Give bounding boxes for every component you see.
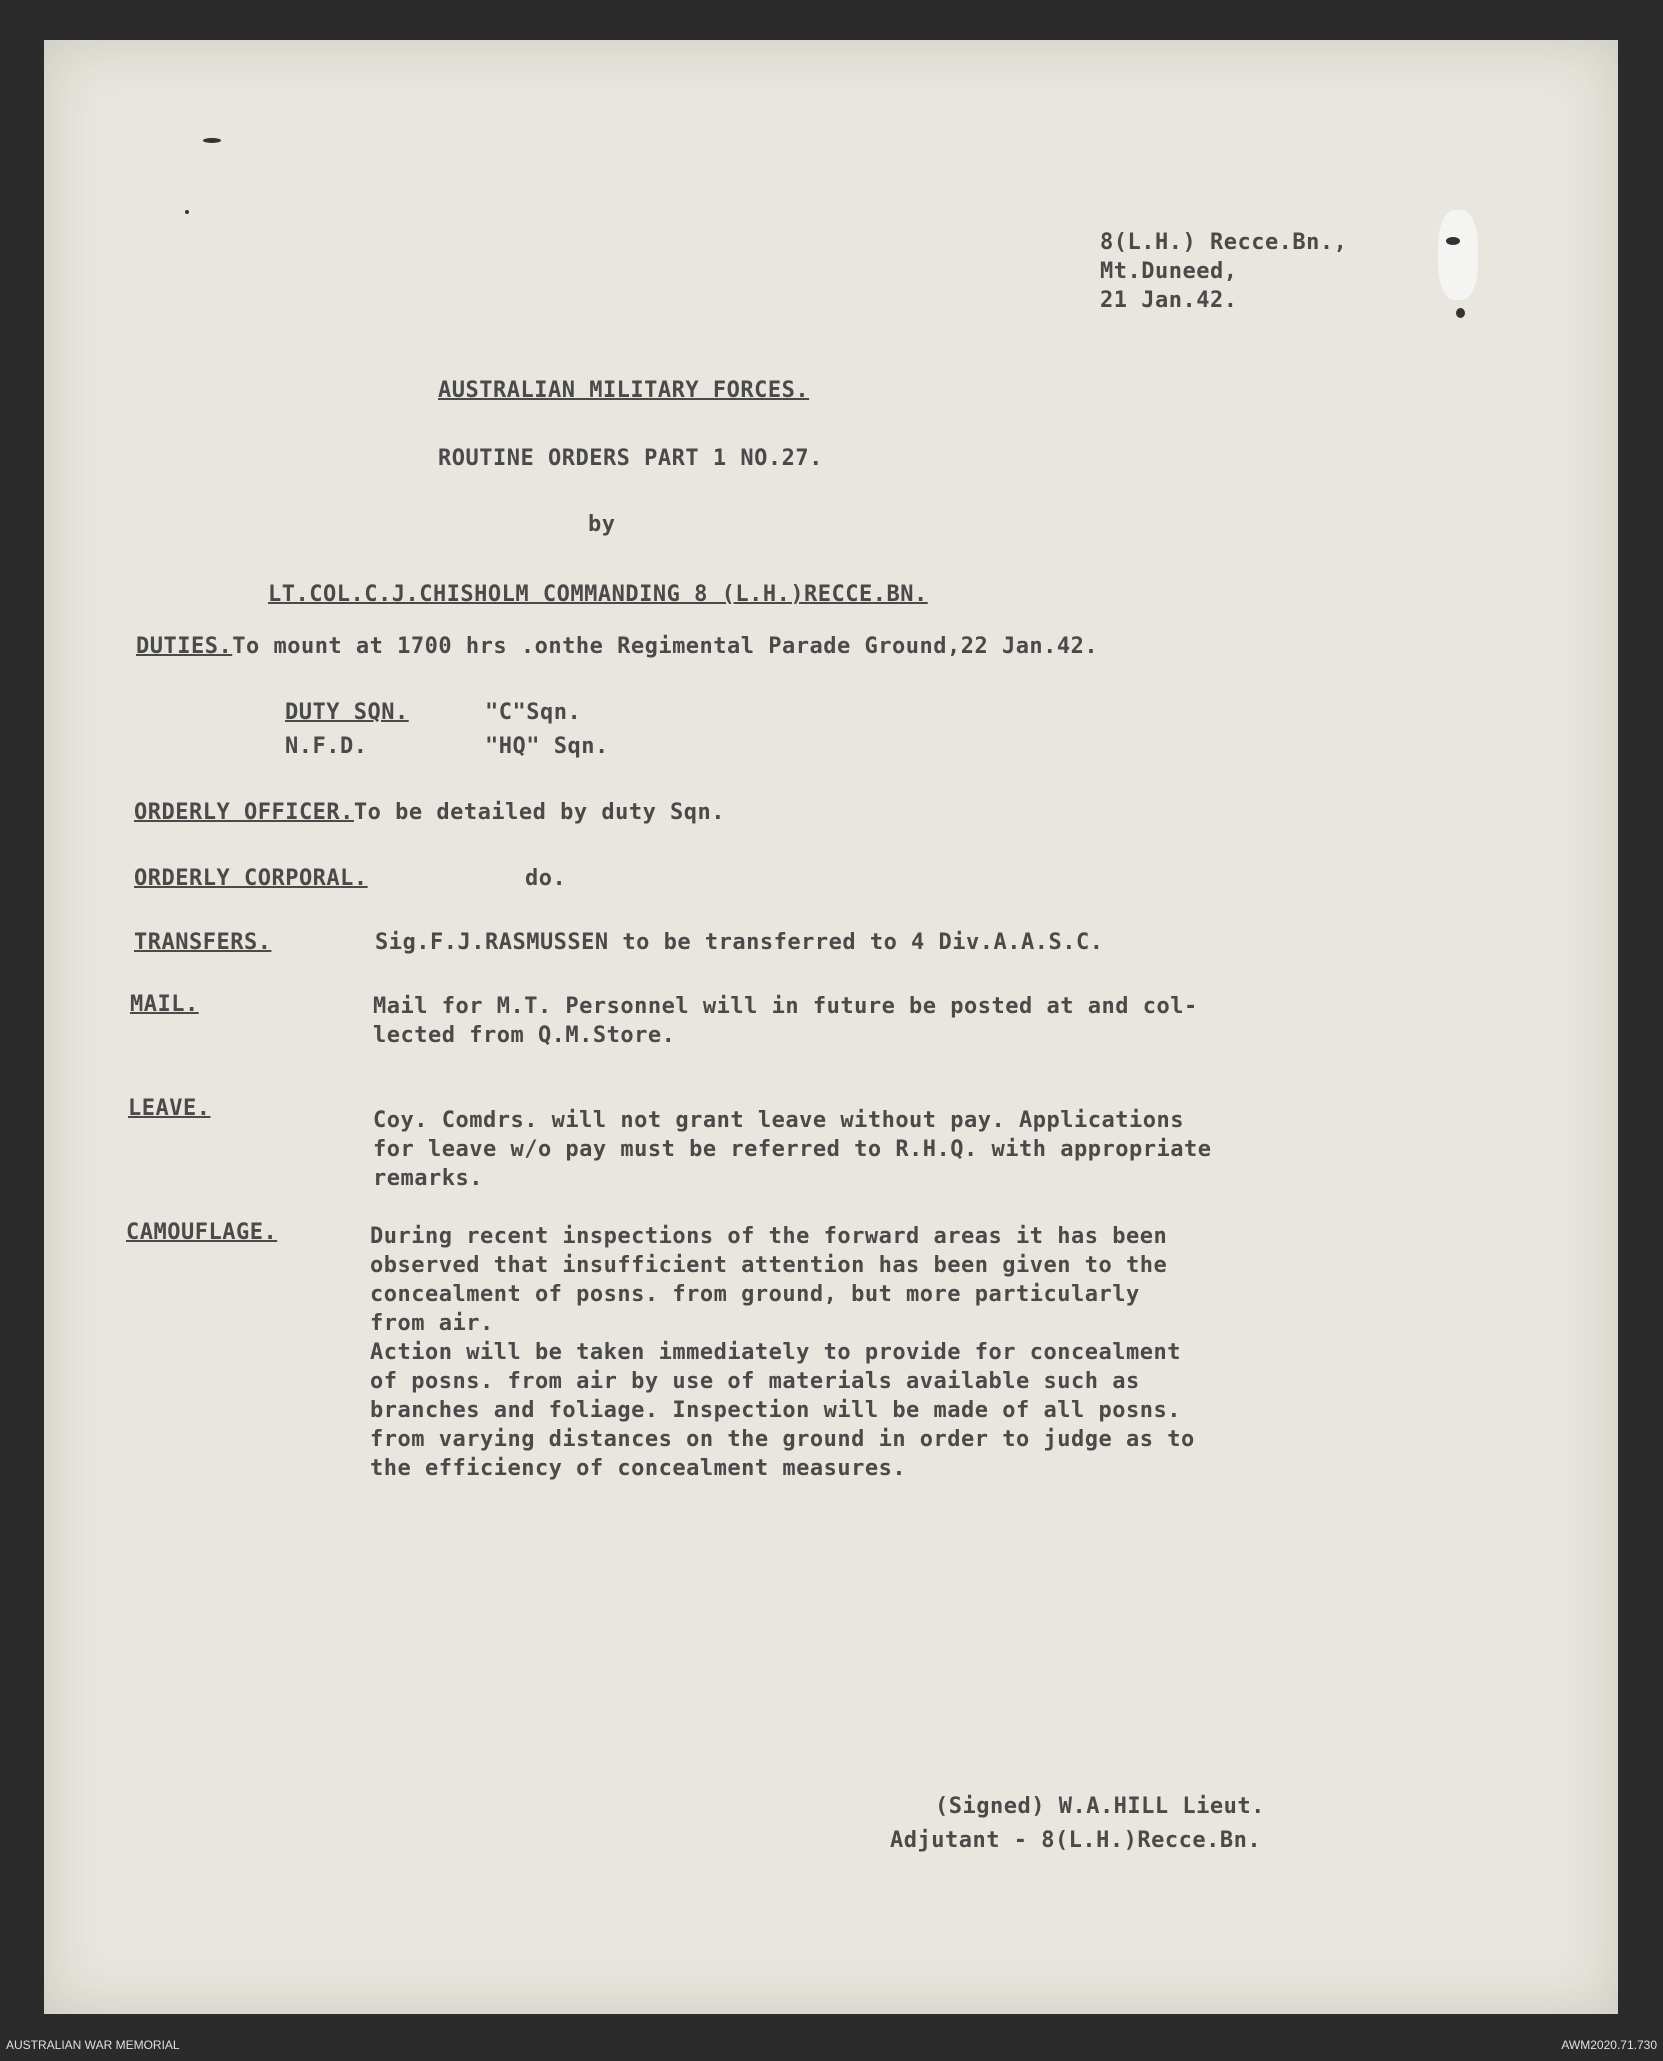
commander-line: LT.COL.C.J.CHISHOLM COMMANDING 8 (L.H.)RECCE.BN. — [268, 582, 928, 607]
leave-line: for leave w/o pay must be referred to R.H.Q. with appropriate — [373, 1137, 1212, 1162]
by-line: by — [588, 512, 616, 537]
orderly-corporal-label: ORDERLY CORPORAL. — [134, 866, 368, 891]
transfers-label: TRANSFERS. — [134, 930, 272, 955]
mail-label: MAIL. — [130, 992, 199, 1017]
footer-credit: AUSTRALIAN WAR MEMORIAL — [6, 2038, 180, 2052]
address-line: 21 Jan.42. — [1100, 288, 1238, 313]
nfd-label: N.F.D. — [285, 734, 368, 759]
leave-line: remarks. — [373, 1166, 483, 1191]
camouflage-line: observed that insufficient attention has been given to the — [370, 1253, 1168, 1278]
orderly-corporal-text: do. — [525, 866, 567, 891]
transfers-text: Sig.F.J.RASMUSSEN to be transferred to 4 Div.A.A.S.C. — [375, 930, 1104, 955]
document-title: AUSTRALIAN MILITARY FORCES. — [438, 378, 810, 403]
ink-mark — [1446, 237, 1460, 245]
document-subtitle: ROUTINE ORDERS PART 1 NO.27. — [438, 446, 823, 471]
orderly-officer-entry — [134, 800, 725, 825]
mail-line: lected from Q.M.Store. — [373, 1023, 676, 1048]
sender-address — [1100, 228, 1347, 315]
camouflage-line: from air. — [370, 1311, 494, 1336]
duties-label: DUTIES. — [136, 634, 233, 659]
camouflage-line: branches and foliage. Inspection will be made of all posns. — [370, 1398, 1181, 1423]
camouflage-line: During recent inspections of the forward areas it has been — [370, 1224, 1168, 1249]
duties-text: To mount at 1700 hrs .onthe Regimental Parade Ground,22 Jan.42. — [232, 634, 1099, 659]
nfd-value: "HQ" Sqn. — [485, 734, 609, 759]
signature-line: (Signed) W.A.HILL Lieut. — [935, 1794, 1265, 1819]
camouflage-line: the efficiency of concealment measures. — [370, 1456, 907, 1481]
camouflage-label: CAMOUFLAGE. — [126, 1220, 278, 1245]
leave-text — [373, 1106, 1211, 1193]
ink-mark — [1456, 308, 1465, 318]
camouflage-text — [370, 1222, 1195, 1483]
orderly-officer-label: ORDERLY OFFICER. — [134, 800, 354, 825]
mail-line: Mail for M.T. Personnel will in future be posted at and col- — [373, 994, 1198, 1019]
camouflage-line: Action will be taken immediately to provide for concealment — [370, 1340, 1181, 1365]
leave-label: LEAVE. — [128, 1096, 211, 1121]
paper-punch-hole — [1438, 210, 1478, 300]
footer-accession-number: AWM2020.71.730 — [1561, 2038, 1657, 2052]
camouflage-line: from varying distances on the ground in order to judge as to — [370, 1427, 1195, 1452]
mail-text — [373, 992, 1198, 1050]
signature-title: Adjutant - 8(L.H.)Recce.Bn. — [890, 1828, 1262, 1853]
duty-sqn-label: DUTY SQN. — [285, 700, 409, 725]
ink-mark — [203, 138, 221, 143]
leave-line: Coy. Comdrs. will not grant leave without pay. Applications — [373, 1108, 1184, 1133]
camouflage-line: of posns. from air by use of materials available such as — [370, 1369, 1140, 1394]
camouflage-line: concealment of posns. from ground, but more particularly — [370, 1282, 1140, 1307]
duties-entry — [136, 634, 1098, 659]
address-line: Mt.Duneed, — [1100, 259, 1238, 284]
duty-sqn-value: "C"Sqn. — [485, 700, 582, 725]
orderly-officer-text: To be detailed by duty Sqn. — [353, 800, 726, 825]
ink-mark — [185, 210, 189, 214]
address-line: 8(L.H.) Recce.Bn., — [1100, 230, 1348, 255]
